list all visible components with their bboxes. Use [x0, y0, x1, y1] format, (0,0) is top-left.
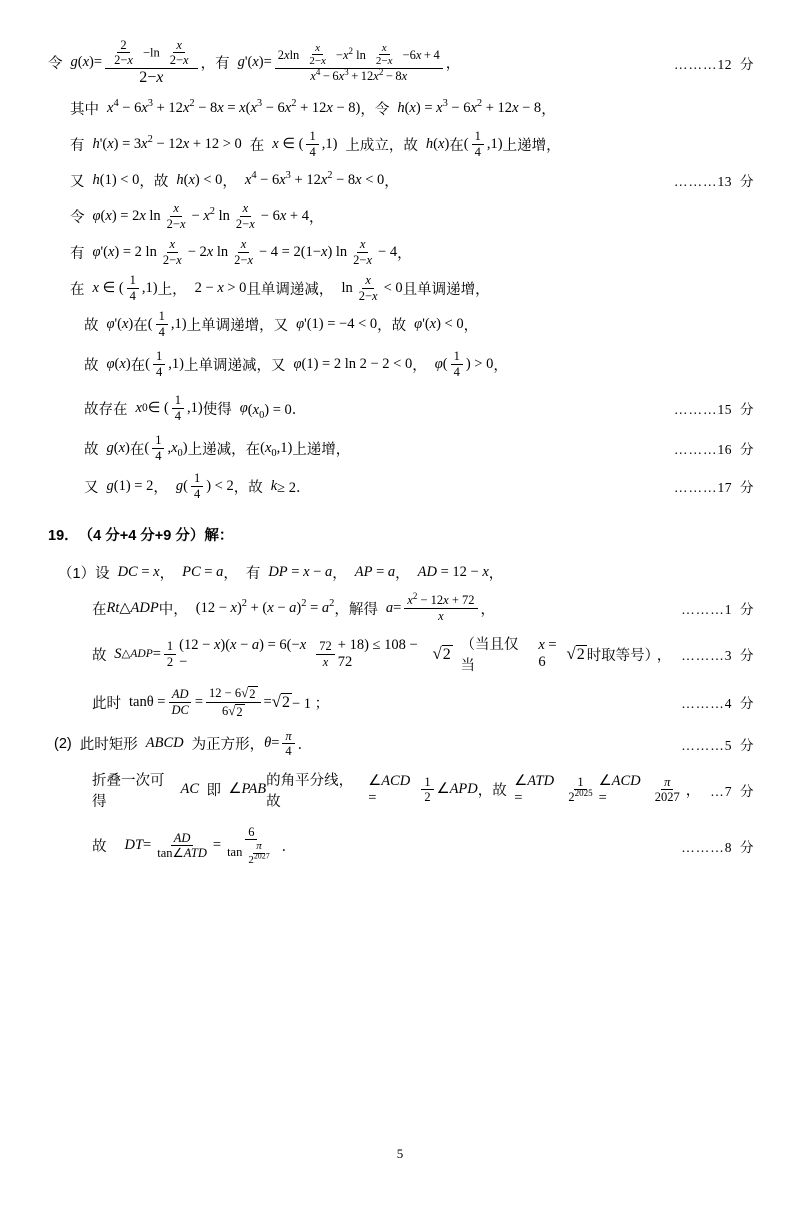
fraction: $\frac{x^2 - 12x + 72}{x}$	[404, 593, 477, 623]
math-line: 折叠一次可得 AC 即 ∠PAB 的角平分线，故 ∠ACD = $\frac{1}{2}$ ∠APD ， 故 ∠ATD = $\frac{1}{2^{2025}}$ ∠ACD = $\frac{\pi}{2027}$ ， …7 分	[92, 772, 754, 810]
math-line: 故 S △ADP = $\frac{1}{2}$ (12 − x)(x − a) = 6(−x − $\frac{72}{x}$ + 18) ≤ 108 − 72 √ 2 （当且仅当 x = 6 √ 2 时取等号） ， ………3 分	[92, 637, 754, 675]
question-heading	[48, 519, 754, 549]
math-line: 有 $h'(x) = 3x^2 - 12x + 12 > 0$ 在 x ∈ ( $\frac{1}{4}$ ,1) 上成立，故 h(x) 在 ( $\frac{1}{4}$ ,1) 上递增，	[70, 129, 561, 159]
math-line: （1） 设 DC = x ， PC = a ， 有 DP = x − a ， AP = a ， AD = 12 − x ，	[58, 563, 504, 582]
question-head-label: （4 分+4 分+9 分）解：	[78, 527, 234, 544]
math-line: 令 φ (x) = 2x ln $\frac{x}{2-x}$ − $x^2$ ln $\frac{x}{2-x}$ − 6x + 4 ，	[70, 201, 324, 231]
fraction: $\frac{AD}{DC}$	[168, 687, 191, 717]
fraction: $\frac{2}{2-x}$ −ln $\frac{x}{2-x}$ 2−x	[105, 38, 198, 87]
score-marker: ………1 分	[681, 602, 754, 618]
score-marker: ………5 分	[681, 737, 754, 753]
question-number: 19．	[48, 527, 79, 544]
label-you: 有	[215, 56, 230, 73]
score-marker: ………16 分	[674, 442, 754, 458]
math-line: 其中 $x^4 - 6x^3 + 12x^2 - 8x = x(x^3 - 6x^2 + 12x - 8)$ ， 令 $h(x) = x^3 - 6x^2 + 12x - 8$ ，	[70, 97, 556, 118]
score-marker: ………8 分	[681, 839, 754, 855]
fraction: 6 tan $\frac{\pi}{2^{2027}}$	[227, 824, 270, 866]
score-marker: ………12 分	[674, 56, 754, 72]
math-line: 故 g (x) 在 ( $\frac{1}{4}$ $,x_0$) 上递减，在 $(x_0,1)$ 上递增， ………16 分	[84, 433, 754, 463]
score-marker: ………17 分	[674, 480, 754, 496]
math-line: 在 Rt△ADP 中， $(12 - x)^2 + (x - a)^2 = a^2$ ，解得 a = $\frac{x^2 - 12x + 72}{x}$ ， ………1 分	[92, 591, 754, 623]
label-qizhong: 其中	[70, 101, 99, 118]
math-line: 故 DT = $\frac{AD}{\text{tan∠ATD}}$ = 6 tan $\frac{\pi}{2^{2027}}$ ． ………8 分	[92, 824, 754, 866]
math-line: 有 φ '(x) = 2 ln $\frac{x}{2-x}$ − 2x ln $\frac{x}{2-x}$ − 4 = 2(1−x) ln $\frac{x}{2-x}$ − 4 ，	[70, 237, 412, 267]
fraction: 2xln $\frac{x}{2-x}$ $-x^2$ ln $\frac{x}{2-x}$ −6x + 4 $x^4 - 6x^3 + 12x^2 - 8x$	[275, 42, 443, 84]
solution-body	[48, 38, 754, 873]
score-marker: ………13 分	[674, 174, 754, 190]
fraction: 12 − 6 √ 2 6 √ 2	[206, 685, 261, 719]
math-line: 令 g ( x ) = $\frac{2}{2-x}$ −ln $\frac{x}{2-x}$ 2−x ， 有 g '( x ) = 2xln $\frac{x}{2-x}$ $-x^2$ ln $\frac{x}{2-x}$ −6x + 4 $x^4 - 6x^3 + 12x^2 - 8x$ ， ………12 分	[48, 38, 754, 86]
math-line: 故 φ '(x) 在 ( $\frac{1}{4}$ ,1) 上单调递增，又 φ '(1) = −4 < 0 ， 故 φ '(x) < 0 ，	[84, 309, 479, 339]
math-line: (2) 此时矩形 ABCD 为正方形， θ = $\frac{\pi}{4}$ ． ………5 分	[54, 729, 754, 759]
fraction: $\frac{AD}{\text{tan∠ATD}}$	[157, 830, 207, 861]
math-line: 又 g (1) = 2 ， g ( $\frac{1}{4}$ ) < 2 ， 故 k ≥ 2． ………17 分	[84, 471, 754, 501]
page-number: 5	[396, 1146, 404, 1161]
math-line: 故存在 x 0 ∈ ( $\frac{1}{4}$ ,1) 使得 φ $(x_0) = 0$． ………15 分	[84, 393, 754, 423]
score-marker: …7 分	[710, 783, 754, 799]
part-label-2: (2)	[54, 735, 72, 752]
label-ling: 令	[48, 56, 63, 73]
math-line: 在 x ∈ ( $\frac{1}{4}$ ,1) 上， 2 − x > 0 且单调递减， ln $\frac{x}{2-x}$ < 0 且单调递增，	[70, 273, 490, 303]
math-line: 又 h(1) < 0 ， 故 h(x) < 0 ， $x^4 - 6x^3 + 12x^2 - 8x < 0$ ， ………13 分	[70, 169, 754, 190]
math-line: 此时 tanθ = $\frac{AD}{DC}$ = 12 − 6 √ 2 6 √ 2 = √ 2 − 1 ； ………4 分	[92, 685, 754, 719]
math-line: 故 φ (x) 在 ( $\frac{1}{4}$ ,1) 上单调递减，又 φ (1) = 2 ln 2 − 2 < 0 ， φ ( $\frac{1}{4}$ ) > 0 ，	[84, 349, 508, 379]
score-marker: ………15 分	[674, 402, 754, 418]
part-label-1: （1）	[58, 565, 96, 582]
score-marker: ………3 分	[681, 648, 754, 664]
score-marker: ………4 分	[681, 696, 754, 712]
